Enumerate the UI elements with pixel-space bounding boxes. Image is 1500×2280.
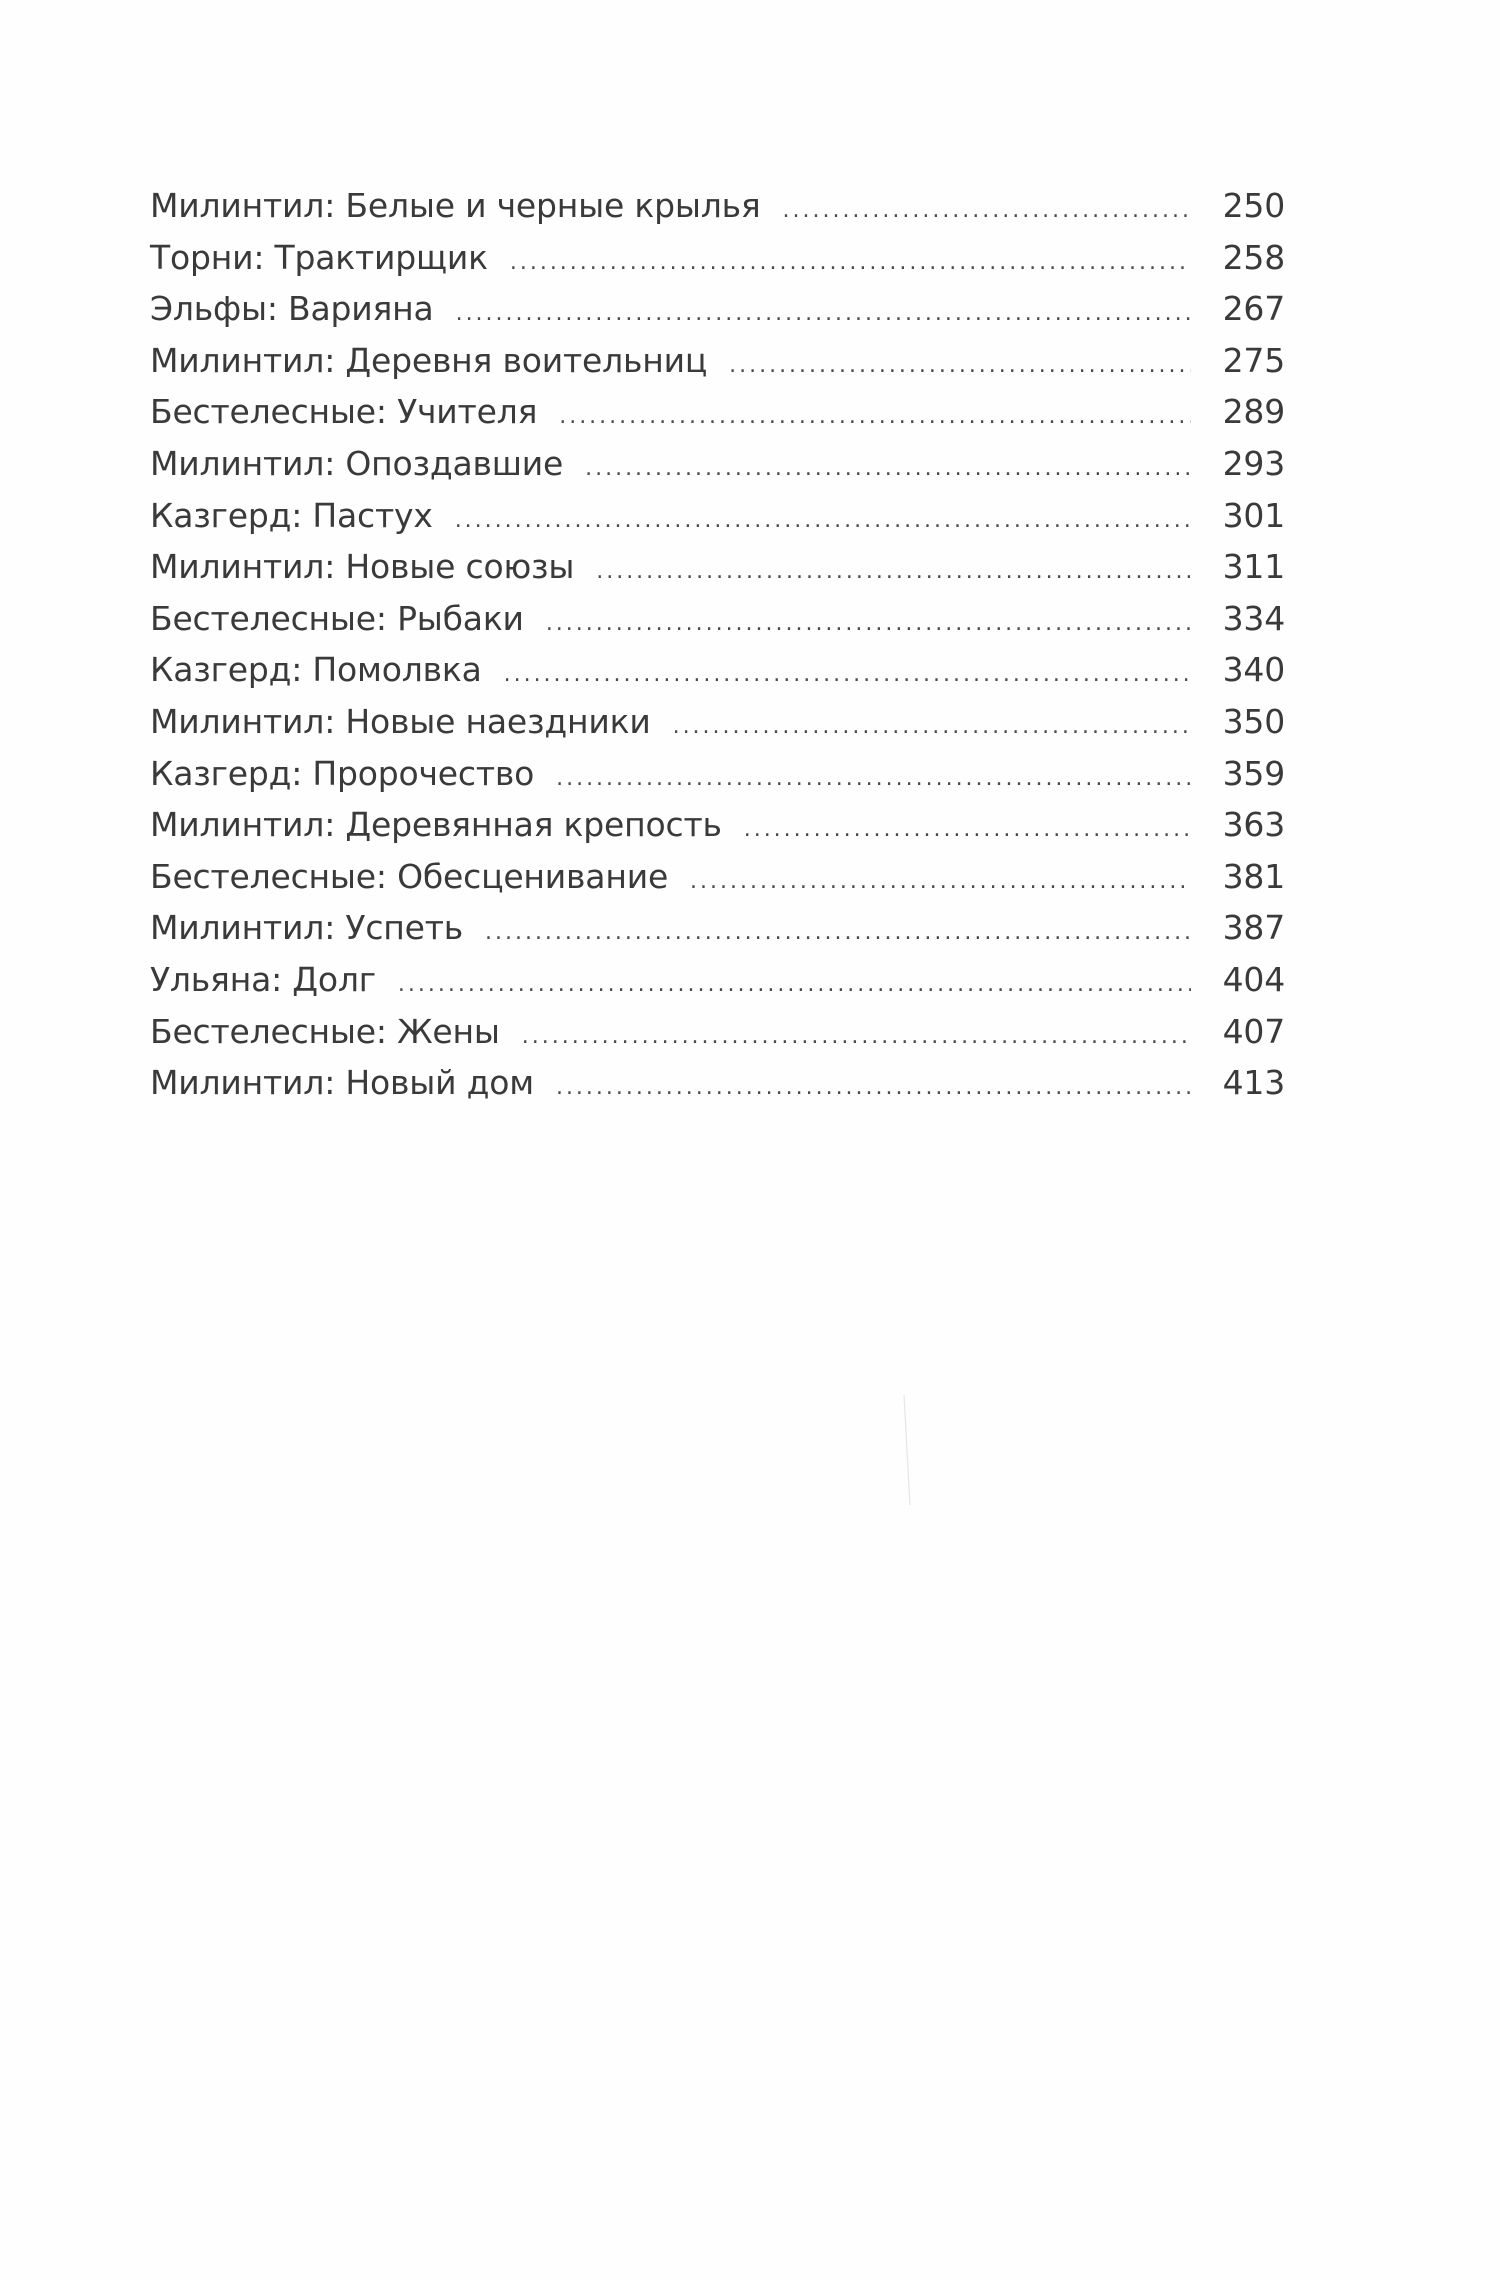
toc-entry-page: 413	[1222, 1063, 1285, 1103]
dot-leader	[485, 920, 1191, 945]
toc-entry-title: Эльфы: Варияна	[150, 289, 434, 329]
toc-entry-title: Бестелесные: Рыбаки	[150, 598, 524, 638]
toc-entry-page: 267	[1222, 289, 1285, 329]
toc-entry-page: 404	[1222, 959, 1285, 999]
dot-leader	[596, 559, 1191, 584]
toc-entry-page: 311	[1222, 547, 1285, 587]
toc-entry-title: Милинтил: Новые наездники	[150, 701, 651, 741]
toc-entry-page: 407	[1222, 1011, 1285, 1051]
toc-entry-title: Казгерд: Пастух	[150, 495, 433, 535]
toc-entry-title: Казгерд: Пророчество	[150, 753, 535, 793]
dot-leader	[783, 198, 1191, 223]
table-of-contents	[150, 186, 1285, 1115]
toc-entry	[150, 341, 1285, 393]
toc-entry	[150, 599, 1285, 651]
dot-leader	[398, 972, 1191, 997]
toc-entry-page: 381	[1222, 856, 1285, 896]
toc-entry-title: Бестелесные: Обесценивание	[150, 856, 669, 896]
toc-entry-page: 340	[1222, 650, 1285, 690]
dot-leader	[744, 817, 1191, 842]
toc-entry	[150, 1063, 1285, 1115]
dot-leader	[522, 1024, 1191, 1049]
toc-entry-page: 359	[1222, 753, 1285, 793]
toc-entry-page: 387	[1222, 908, 1285, 948]
toc-entry	[150, 702, 1285, 754]
toc-entry	[150, 289, 1285, 341]
toc-entry-page: 250	[1222, 186, 1285, 225]
toc-entry	[150, 392, 1285, 444]
dot-leader	[546, 611, 1191, 636]
toc-entry-page: 258	[1222, 237, 1285, 277]
toc-entry	[150, 805, 1285, 857]
toc-entry-title: Милинтил: Новые союзы	[150, 547, 575, 587]
toc-entry-page: 363	[1222, 805, 1285, 845]
dot-leader	[729, 353, 1191, 378]
toc-entry-title: Милинтил: Деревня воительниц	[150, 340, 708, 380]
dot-leader	[455, 508, 1191, 533]
toc-entry-title: Ульяна: Долг	[150, 959, 376, 999]
toc-entry	[150, 186, 1285, 238]
toc-entry-page: 350	[1222, 701, 1285, 741]
toc-entry-page: 289	[1222, 392, 1285, 432]
toc-entry-title: Торни: Трактирщик	[150, 237, 488, 277]
toc-entry-title: Милинтил: Белые и черные крылья	[150, 186, 761, 225]
paper-scratch	[903, 1395, 911, 1505]
toc-entry-title: Бестелесные: Жены	[150, 1011, 500, 1051]
toc-entry	[150, 650, 1285, 702]
toc-entry-title: Милинтил: Успеть	[150, 908, 464, 948]
toc-entry	[150, 496, 1285, 548]
toc-entry-title: Бестелесные: Учителя	[150, 392, 538, 432]
toc-entry-page: 334	[1222, 598, 1285, 638]
toc-entry-title: Милинтил: Опоздавшие	[150, 443, 564, 483]
toc-entry-title: Милинтил: Новый дом	[150, 1063, 534, 1103]
toc-entry	[150, 754, 1285, 806]
dot-leader	[556, 766, 1191, 791]
dot-leader	[559, 404, 1191, 429]
dot-leader	[585, 456, 1191, 481]
toc-entry	[150, 908, 1285, 960]
toc-entry-page: 275	[1222, 340, 1285, 380]
toc-entry-title: Милинтил: Деревянная крепость	[150, 805, 722, 845]
toc-entry	[150, 857, 1285, 909]
dot-leader	[556, 1075, 1191, 1100]
toc-entry	[150, 960, 1285, 1012]
toc-entry	[150, 238, 1285, 290]
dot-leader	[690, 869, 1191, 894]
toc-entry-title: Казгерд: Помолвка	[150, 650, 482, 690]
toc-entry	[150, 444, 1285, 496]
dot-leader	[456, 301, 1191, 326]
dot-leader	[510, 250, 1191, 275]
toc-entry	[150, 547, 1285, 599]
toc-entry-page: 301	[1222, 495, 1285, 535]
toc-entry-page: 293	[1222, 443, 1285, 483]
dot-leader	[504, 662, 1191, 687]
dot-leader	[673, 714, 1191, 739]
toc-entry	[150, 1012, 1285, 1064]
